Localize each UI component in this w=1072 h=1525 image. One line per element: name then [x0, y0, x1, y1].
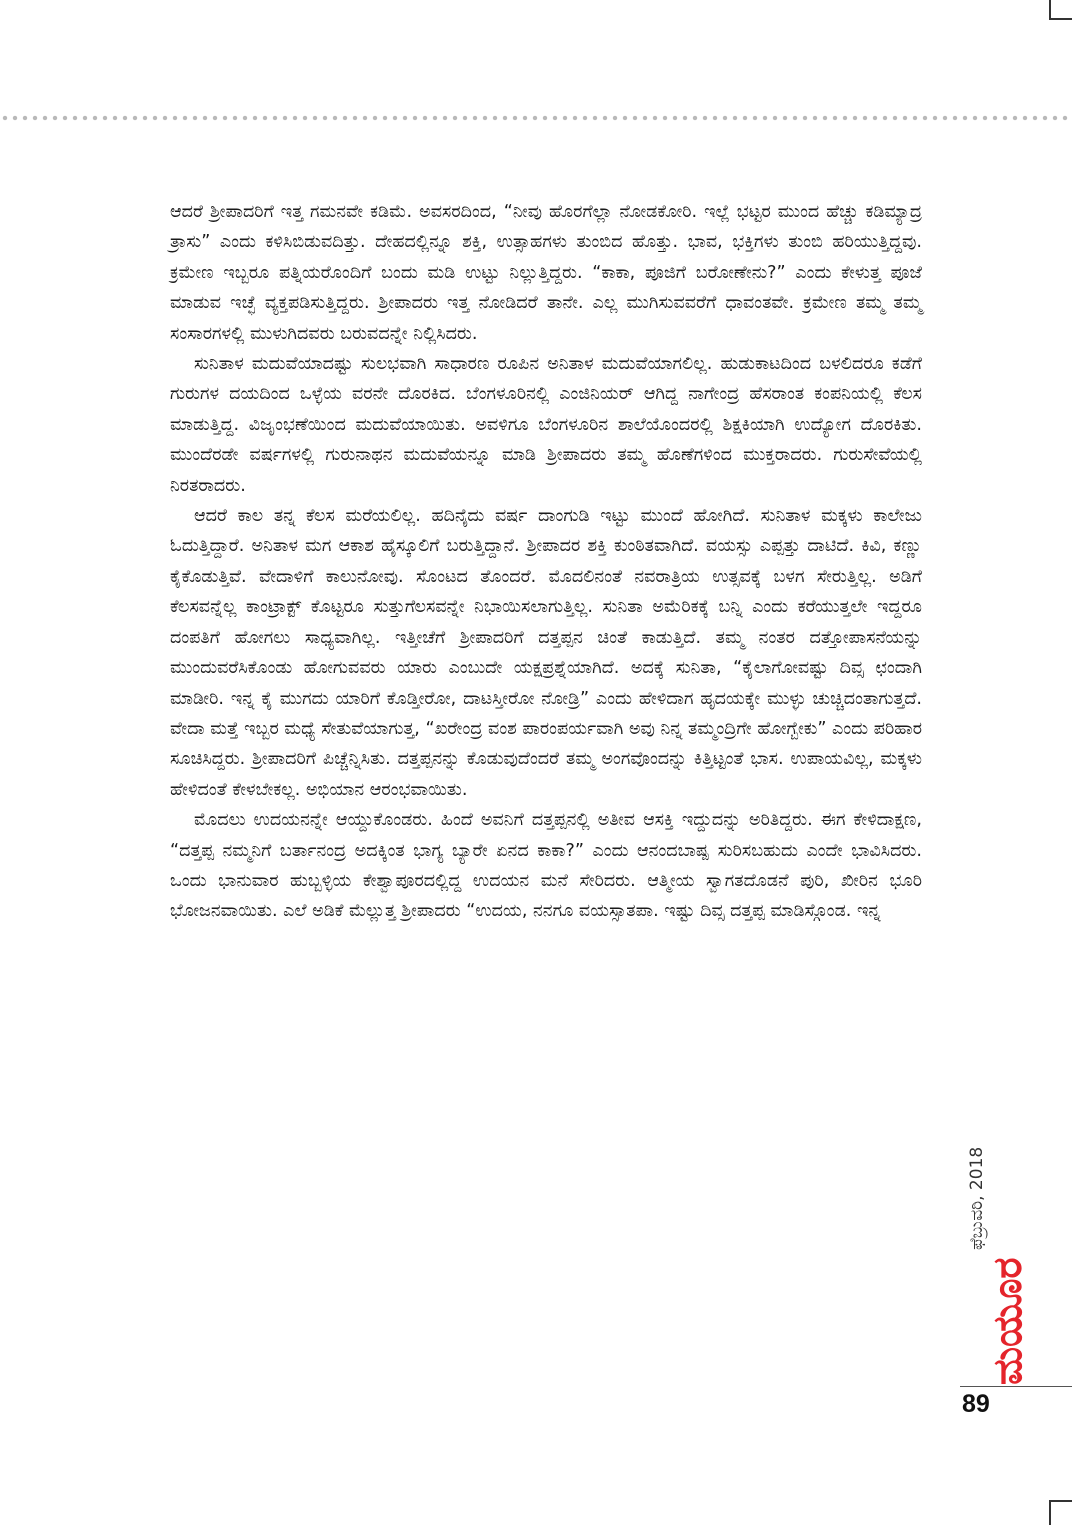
article-body	[170, 197, 922, 927]
issue-date: ಫೆಬ್ರುವರಿ, 2018	[967, 1146, 987, 1250]
dotted-separator	[0, 115, 1072, 121]
magazine-masthead: ಮಯೂರ	[985, 1257, 1031, 1385]
crop-mark-bottom-right-horizontal	[1049, 1500, 1072, 1502]
crop-mark-bottom-right-vertical	[1049, 1500, 1051, 1525]
crop-mark-top-right-horizontal	[1049, 18, 1072, 20]
paragraph-2: ಸುನಿತಾಳ ಮದುವೆಯಾದಷ್ಟು ಸುಲಭವಾಗಿ ಸಾಧಾರಣ ರೂಪಿನ ಅನಿತಾಳ ಮದುವೆಯಾಗಲಿಲ್ಲ. ಹುಡುಕಾಟದಿಂದ ಬಳಲಿದರೂ ಕಡೆಗೆ ಗುರುಗಳ ದಯದಿಂದ ಒಳ್ಳೆಯ ವರನೇ ದೊರಕಿದ. ಬೆಂಗಳೂರಿನಲ್ಲಿ ಎಂಜಿನಿಯರ್ ಆಗಿದ್ದ ನಾಗೇಂದ್ರ ಹೆಸರಾಂತ ಕಂಪನಿಯಲ್ಲಿ ಕೆಲಸ ಮಾಡುತ್ತಿದ್ದ. ವಿಜೃಂಭಣೆಯಿಂದ ಮದುವೆಯಾಯಿತು. ಅವಳಿಗೂ ಬೆಂಗಳೂರಿನ ಶಾಲೆಯೊಂದರಲ್ಲಿ ಶಿಕ್ಷಕಿಯಾಗಿ ಉದ್ಯೋಗ ದೊರಕಿತು. ಮುಂದೆರಡೇ ವರ್ಷಗಳಲ್ಲಿ ಗುರುನಾಥನ ಮದುವೆಯನ್ನೂ ಮಾಡಿ ಶ್ರೀಪಾದರು ತಮ್ಮ ಹೊಣೆಗಳಿಂದ ಮುಕ್ತರಾದರು. ಗುರುಸೇವೆಯಲ್ಲಿ ನಿರತರಾದರು.	[170, 354, 922, 496]
paragraph-3: ಆದರೆ ಕಾಲ ತನ್ನ ಕೆಲಸ ಮರೆಯಲಿಲ್ಲ. ಹದಿನೈದು ವರ್ಷ ದಾಂಗುಡಿ ಇಟ್ಟು ಮುಂದೆ ಹೋಗಿದೆ. ಸುನಿತಾಳ ಮಕ್ಕಳು ಕಾಲೇಜು ಓದುತ್ತಿದ್ದಾರೆ. ಅನಿತಾಳ ಮಗ ಆಕಾಶ ಹೈಸ್ಕೂಲಿಗೆ ಬರುತ್ತಿದ್ದಾನೆ. ಶ್ರೀಪಾದರ ಶಕ್ತಿ ಕುಂಠಿತವಾಗಿದೆ. ವಯಸ್ಸು ಎಪ್ಪತ್ತು ದಾಟಿದೆ. ಕಿವಿ, ಕಣ್ಣು ಕೈಕೊಡುತ್ತಿವೆ. ವೇದಾಳಿಗೆ ಕಾಲುನೋವು. ಸೊಂಟದ ತೊಂದರೆ. ಮೊದಲಿನಂತೆ ನವರಾತ್ರಿಯ ಉತ್ಸವಕ್ಕೆ ಬಳಗ ಸೇರುತ್ತಿಲ್ಲ. ಅಡಿಗೆ ಕೆಲಸವನ್ನೆಲ್ಲ ಕಾಂಟ್ರಾಕ್ಟ್ ಕೊಟ್ಟರೂ ಸುತ್ತುಗೆಲಸವನ್ನೇ ನಿಭಾಯಿಸಲಾಗುತ್ತಿಲ್ಲ. ಸುನಿತಾ ಅಮೆರಿಕಕ್ಕೆ ಬನ್ನಿ ಎಂದು ಕರೆಯುತ್ತಲೇ ಇದ್ದರೂ ದಂಪತಿಗೆ ಹೋಗಲು ಸಾಧ್ಯವಾಗಿಲ್ಲ. ಇತ್ತೀಚೆಗೆ ಶ್ರೀಪಾದರಿಗೆ ದತ್ತಪ್ಪನ ಚಿಂತೆ ಕಾಡುತ್ತಿದೆ. ತಮ್ಮ ನಂತರ ದತ್ತೋಪಾಸನೆಯನ್ನು ಮುಂದುವರೆಸಿಕೊಂಡು ಹೋಗುವವರು ಯಾರು ಎಂಬುದೇ ಯಕ್ಷಪ್ರಶ್ನೆಯಾಗಿದೆ. ಅದಕ್ಕೆ ಸುನಿತಾ, “ಕೈಲಾಗೋವಷ್ಟು ದಿವ್ಸ ಛಂದಾಗಿ ಮಾಡೀರಿ. ಇನ್ನ ಕೈ ಮುಗದು ಯಾರಿಗೆ ಕೊಡ್ತೀರೋ, ದಾಟಸ್ತೀರೋ ನೋಡ್ರಿ” ಎಂದು ಹೇಳಿದಾಗ ಹೃದಯಕ್ಕೇ ಮುಳ್ಳು ಚುಚ್ಚಿದಂತಾಗುತ್ತದೆ. ವೇದಾ ಮತ್ತೆ ಇಬ್ಬರ ಮಧ್ಯೆ ಸೇತುವೆಯಾಗುತ್ತ, “ಖರೇಂದ್ರ ವಂಶ ಪಾರಂಪರ್ಯವಾಗಿ ಅವು ನಿನ್ನ ತಮ್ಮಂದ್ರಿಗೇ ಹೋಗ್ಬೇಕು” ಎಂದು ಪರಿಹಾರ ಸೂಚಿಸಿದ್ದರು. ಶ್ರೀಪಾದರಿಗೆ ಪಿಚ್ಚೆನ್ನಿಸಿತು. ದತ್ತಪ್ಪನನ್ನು ಕೊಡುವುದೆಂದರೆ ತಮ್ಮ ಅಂಗವೊಂದನ್ನು ಕಿತ್ತಿಟ್ಟಂತೆ ಭಾಸ. ಉಪಾಯವಿಲ್ಲ, ಮಕ್ಕಳು ಹೇಳಿದಂತೆ ಕೇಳಬೇಕಲ್ಲ. ಅಭಿಯಾನ ಆರಂಭವಾಯಿತು.	[170, 506, 922, 800]
paragraph-4: ಮೊದಲು ಉದಯನನ್ನೇ ಆಯ್ದುಕೊಂಡರು. ಹಿಂದೆ ಅವನಿಗೆ ದತ್ತಪ್ಪನಲ್ಲಿ ಅತೀವ ಆಸಕ್ತಿ ಇದ್ದುದನ್ನು ಅರಿತಿದ್ದರು. ಈಗ ಕೇಳಿದಾಕ್ಷಣ, “ದತ್ತಪ್ಪ ನಮ್ಮನಿಗೆ ಬರ್ತಾನಂದ್ರ ಅದಕ್ಕಿಂತ ಭಾಗ್ಯ ಬ್ಯಾರೇ ಏನದ ಕಾಕಾ?” ಎಂದು ಆನಂದಬಾಷ್ಪ ಸುರಿಸಬಹುದು ಎಂದೇ ಭಾವಿಸಿದರು. ಒಂದು ಭಾನುವಾರ ಹುಬ್ಬಳ್ಳಿಯ ಕೇಶ್ವಾಪೂರದಲ್ಲಿದ್ದ ಉದಯನ ಮನೆ ಸೇರಿದರು. ಆತ್ಮೀಯ ಸ್ವಾಗತದೊಡನೆ ಪುರಿ, ಖೀರಿನ ಭೂರಿ ಭೋಜನವಾಯಿತು. ಎಲೆ ಅಡಿಕೆ ಮೆಲ್ಲುತ್ತ ಶ್ರೀಪಾದರು “ಉದಯ, ನನಗೂ ವಯಸ್ಸಾತಪಾ. ಇಷ್ಟು ದಿವ್ಸ ದತ್ತಪ್ಪ ಮಾಡಿಸ್ಗೊಂಡ. ಇನ್ನ	[170, 810, 922, 922]
page-number-rule	[960, 1386, 1072, 1387]
paragraph-1: ಆದರೆ ಶ್ರೀಪಾದರಿಗೆ ಇತ್ತ ಗಮನವೇ ಕಡಿಮೆ. ಅವಸರದಿಂದ, “ನೀವು ಹೊರಗೆಲ್ಲಾ ನೋಡಕೋರಿ. ಇಲ್ಲೆ ಭಟ್ಟರ ಮುಂದ ಹೆಚ್ಚು ಕಡಿಮ್ಯಾದ್ರ ತ್ರಾಸು” ಎಂದು ಕಳಿಸಿಬಿಡುವದಿತ್ತು. ದೇಹದಲ್ಲಿನ್ನೂ ಶಕ್ತಿ, ಉತ್ಸಾಹಗಳು ತುಂಬಿದ ಹೊತ್ತು. ಭಾವ, ಭಕ್ತಿಗಳು ತುಂಬಿ ಹರಿಯುತ್ತಿದ್ದವು. ಕ್ರಮೇಣ ಇಬ್ಬರೂ ಪತ್ನಿಯರೊಂದಿಗೆ ಬಂದು ಮಡಿ ಉಟ್ಟು ನಿಲ್ಲುತ್ತಿದ್ದರು. “ಕಾಕಾ, ಪೂಜಿಗೆ ಬರೋಣೇನು?” ಎಂದು ಕೇಳುತ್ತ ಪೂಜೆ ಮಾಡುವ ಇಚ್ಛೆ ವ್ಯಕ್ತಪಡಿಸುತ್ತಿದ್ದರು. ಶ್ರೀಪಾದರು ಇತ್ತ ನೋಡಿದರೆ ತಾನೇ. ಎಲ್ಲ ಮುಗಿಸುವವರೆಗೆ ಧಾವಂತವೇ. ಕ್ರಮೇಣ ತಮ್ಮ ತಮ್ಮ ಸಂಸಾರಗಳಲ್ಲಿ ಮುಳುಗಿದವರು ಬರುವದನ್ನೇ ನಿಲ್ಲಿಸಿದರು.	[170, 202, 922, 344]
page-number: 89	[962, 1390, 990, 1418]
crop-mark-top-right-vertical	[1049, 0, 1051, 20]
